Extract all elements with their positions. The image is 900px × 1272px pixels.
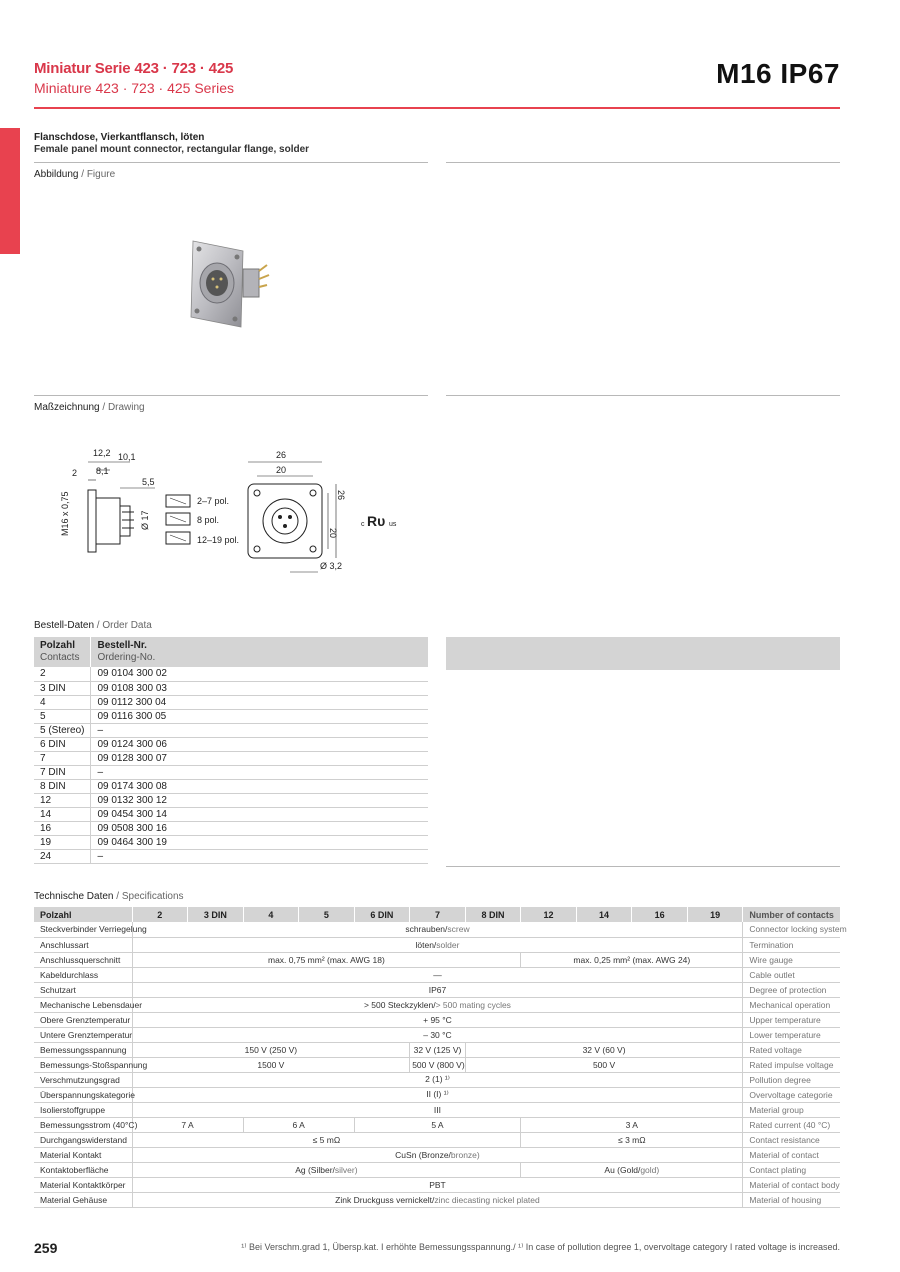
spec-value bbox=[132, 1012, 743, 1027]
spec-name-en: Mechanical operation bbox=[743, 997, 840, 1012]
divider bbox=[34, 395, 428, 396]
order-heading: Bestell-Daten / Order Data bbox=[34, 620, 152, 631]
spec-value-de: IP67 bbox=[428, 984, 447, 995]
spec-value-de: 1500 V bbox=[257, 1059, 285, 1070]
order-row bbox=[34, 765, 428, 779]
page-title: M16 IP67 bbox=[716, 58, 840, 89]
spec-name-en: Termination bbox=[743, 937, 840, 952]
spec-value-de: + 95 °C bbox=[423, 1014, 452, 1025]
divider bbox=[446, 162, 840, 163]
spec-value bbox=[521, 1162, 743, 1177]
spec-value-de: CuSn (Bronze/ bbox=[395, 1149, 451, 1160]
order-contacts: 6 DIN bbox=[34, 737, 91, 751]
order-number: 09 0116 300 05 bbox=[91, 709, 428, 723]
order-number: 09 0454 300 14 bbox=[91, 807, 428, 821]
spec-value bbox=[132, 952, 521, 967]
spec-name-de: Mechanische Lebensdauer bbox=[34, 997, 132, 1012]
spec-name-de: Überspannungskategorie bbox=[34, 1087, 132, 1102]
spec-head-column: 5 bbox=[299, 907, 355, 922]
spec-name-de: Bemessungsspannung bbox=[34, 1042, 132, 1057]
order-row bbox=[34, 793, 428, 807]
spec-value bbox=[132, 997, 743, 1012]
order-contacts: 5 bbox=[34, 709, 91, 723]
order-number: 09 0508 300 16 bbox=[91, 821, 428, 835]
spec-name-en: Pollution degree bbox=[743, 1072, 840, 1087]
spec-value-de: > 500 Steckzyklen/ bbox=[363, 999, 436, 1010]
spec-value-de: PBT bbox=[429, 1179, 446, 1190]
dim-label: 20 bbox=[328, 528, 338, 539]
spec-head-column: 16 bbox=[632, 907, 688, 922]
spec-row bbox=[34, 1012, 840, 1027]
spec-value-de: 500 V (800 V) bbox=[412, 1059, 465, 1070]
dim-label: 2 bbox=[72, 468, 78, 478]
spec-name-de: Material Gehäuse bbox=[34, 1192, 132, 1207]
divider bbox=[446, 866, 840, 867]
spec-value-de: ≤ 5 mΩ bbox=[312, 1134, 341, 1145]
spec-value-en: screw bbox=[447, 924, 470, 935]
spec-value bbox=[132, 1042, 410, 1057]
spec-row bbox=[34, 1147, 840, 1162]
spec-row bbox=[34, 997, 840, 1012]
spec-value bbox=[132, 1147, 743, 1162]
order-row bbox=[34, 667, 428, 681]
spec-name-de: Verschmutzungsgrad bbox=[34, 1072, 132, 1087]
spec-value-en: bronze) bbox=[450, 1149, 480, 1160]
spec-name-de: Kabeldurchlass bbox=[34, 967, 132, 982]
spec-row bbox=[34, 1192, 840, 1207]
dim-label: M16 x 0,75 bbox=[60, 491, 70, 536]
order-contacts: 14 bbox=[34, 807, 91, 821]
insert-label: 12–19 pol. bbox=[197, 535, 240, 545]
order-number: 09 0132 300 12 bbox=[91, 793, 428, 807]
spec-head-column: 8 DIN bbox=[465, 907, 521, 922]
spec-name-de: Untere Grenztemperatur bbox=[34, 1027, 132, 1042]
spec-value bbox=[132, 1072, 743, 1087]
order-contacts: 5 (Stereo) bbox=[34, 723, 91, 737]
accent-bar bbox=[0, 128, 20, 254]
spec-value bbox=[521, 1117, 743, 1132]
order-contacts: 7 DIN bbox=[34, 765, 91, 779]
spec-row bbox=[34, 967, 840, 982]
spec-row bbox=[34, 952, 840, 967]
order-number: 09 0108 300 03 bbox=[91, 681, 428, 695]
spec-value-de: löten/ bbox=[415, 939, 437, 950]
order-table bbox=[34, 637, 428, 864]
spec-name-en: Material of contact body bbox=[743, 1177, 840, 1192]
spec-name-en: Lower temperature bbox=[743, 1027, 840, 1042]
order-head-contacts: Polzahl Contacts bbox=[34, 637, 91, 667]
header-divider bbox=[34, 107, 840, 109]
order-row bbox=[34, 807, 428, 821]
spec-name-en: Material of contact bbox=[743, 1147, 840, 1162]
spec-row bbox=[34, 1117, 840, 1132]
order-contacts: 3 DIN bbox=[34, 681, 91, 695]
spec-value bbox=[521, 1132, 743, 1147]
spec-value-de: 32 V (125 V) bbox=[413, 1044, 462, 1055]
spec-name-de: Isolierstoffgruppe bbox=[34, 1102, 132, 1117]
spec-value bbox=[132, 922, 743, 937]
spec-name-en: Connector locking system bbox=[743, 922, 840, 937]
spec-name-de: Bemessungsstrom (40°C) bbox=[34, 1117, 132, 1132]
spec-value-de: 6 A bbox=[292, 1119, 305, 1130]
insert-label: 8 pol. bbox=[197, 515, 220, 525]
spec-value bbox=[132, 1117, 243, 1132]
spec-row bbox=[34, 1042, 840, 1057]
product-title-de: Flanschdose, Vierkantflansch, löten bbox=[34, 132, 205, 143]
spec-value-de: schrauben/ bbox=[405, 924, 448, 935]
spec-value bbox=[132, 1177, 743, 1192]
spec-row bbox=[34, 1162, 840, 1177]
order-contacts: 24 bbox=[34, 849, 91, 863]
divider bbox=[34, 162, 428, 163]
spec-value bbox=[410, 1057, 466, 1072]
order-number: 09 0174 300 08 bbox=[91, 779, 428, 793]
spec-value-de: 5 A bbox=[431, 1119, 444, 1130]
spec-value-de: II (I) ¹⁾ bbox=[426, 1089, 449, 1099]
spec-value bbox=[132, 937, 743, 952]
technical-drawing bbox=[50, 440, 420, 580]
spec-value bbox=[465, 1057, 743, 1072]
spec-value-de: 3 A bbox=[625, 1119, 638, 1130]
dim-label: 20 bbox=[276, 465, 287, 475]
order-row bbox=[34, 835, 428, 849]
spec-name-en: Contact resistance bbox=[743, 1132, 840, 1147]
spec-value-de: 32 V (60 V) bbox=[582, 1044, 626, 1055]
product-photo bbox=[185, 235, 275, 335]
spec-head-column: 19 bbox=[687, 907, 743, 922]
spec-value bbox=[243, 1117, 354, 1132]
spec-name-en: Contact plating bbox=[743, 1162, 840, 1177]
spec-name-en: Rated current (40 °C) bbox=[743, 1117, 840, 1132]
order-contacts: 16 bbox=[34, 821, 91, 835]
spec-value-de: max. 0,25 mm² (max. AWG 24) bbox=[573, 954, 691, 965]
order-contacts: 19 bbox=[34, 835, 91, 849]
spec-name-de: Material Kontaktkörper bbox=[34, 1177, 132, 1192]
spec-row bbox=[34, 1072, 840, 1087]
spec-name-de: Steckverbinder Verriegelung bbox=[34, 922, 132, 937]
order-row bbox=[34, 737, 428, 751]
order-contacts: 7 bbox=[34, 751, 91, 765]
order-row bbox=[34, 751, 428, 765]
spec-value bbox=[465, 1042, 743, 1057]
spec-value-de: max. 0,75 mm² (max. AWG 18) bbox=[267, 954, 385, 965]
spec-row bbox=[34, 922, 840, 937]
insert-label: 2–7 pol. bbox=[197, 496, 230, 506]
cert-c: c bbox=[361, 521, 365, 528]
spec-value-de: III bbox=[433, 1104, 442, 1115]
order-contacts: 4 bbox=[34, 695, 91, 709]
spec-name-en: Material of housing bbox=[743, 1192, 840, 1207]
spec-value bbox=[132, 1027, 743, 1042]
spec-value-de: — bbox=[433, 969, 442, 980]
order-contacts: 12 bbox=[34, 793, 91, 807]
drawing-heading: Maßzeichnung / Drawing bbox=[34, 402, 145, 413]
spec-head-column: 14 bbox=[576, 907, 632, 922]
spec-name-en: Upper temperature bbox=[743, 1012, 840, 1027]
spec-value-de: ≤ 3 mΩ bbox=[618, 1134, 646, 1145]
spec-head-number-of-contacts: Number of contacts bbox=[743, 907, 840, 922]
spec-value bbox=[132, 1192, 743, 1207]
order-row bbox=[34, 681, 428, 695]
spec-value bbox=[521, 952, 743, 967]
spec-value-en: solder bbox=[436, 939, 460, 950]
spec-name-de: Obere Grenztemperatur bbox=[34, 1012, 132, 1027]
spec-value-en: silver) bbox=[334, 1164, 358, 1175]
order-row bbox=[34, 695, 428, 709]
dim-label: 10,1 bbox=[118, 452, 136, 462]
spec-value bbox=[132, 1132, 521, 1147]
order-number: – bbox=[91, 849, 428, 863]
dim-label: 8,1 bbox=[96, 466, 109, 476]
order-number: 09 0124 300 06 bbox=[91, 737, 428, 751]
series-title-de: Miniatur Serie 423 · 723 · 425 bbox=[34, 60, 234, 77]
spec-name-en: Rated impulse voltage bbox=[743, 1057, 840, 1072]
spec-row bbox=[34, 937, 840, 952]
order-side-band bbox=[446, 637, 840, 670]
dim-label: 12,2 bbox=[93, 448, 111, 458]
spec-name-en: Wire gauge bbox=[743, 952, 840, 967]
spec-value bbox=[132, 982, 743, 997]
dim-label: 26 bbox=[336, 490, 346, 501]
spec-row bbox=[34, 1057, 840, 1072]
spec-value bbox=[132, 1102, 743, 1117]
spec-value-de: Zink Druckguss vernickelt/ bbox=[335, 1194, 435, 1205]
spec-name-de: Kontaktoberfläche bbox=[34, 1162, 132, 1177]
spec-name-en: Overvoltage categorie bbox=[743, 1087, 840, 1102]
spec-value-de: 500 V bbox=[592, 1059, 616, 1070]
spec-head-column: 4 bbox=[243, 907, 299, 922]
spec-heading: Technische Daten / Specifications bbox=[34, 891, 184, 902]
spec-name-de: Material Kontakt bbox=[34, 1147, 132, 1162]
spec-value bbox=[410, 1042, 466, 1057]
spec-name-en: Material group bbox=[743, 1102, 840, 1117]
order-row bbox=[34, 821, 428, 835]
ul-certification-icon: Rᴜ bbox=[367, 513, 386, 529]
order-head-number: Bestell-Nr. Ordering-No. bbox=[91, 637, 428, 667]
spec-row bbox=[34, 1177, 840, 1192]
spec-name-de: Anschlussart bbox=[34, 937, 132, 952]
order-number: 09 0104 300 02 bbox=[91, 667, 428, 681]
spec-row bbox=[34, 1102, 840, 1117]
spec-head-column: 3 DIN bbox=[188, 907, 244, 922]
spec-value bbox=[354, 1117, 521, 1132]
spec-head-column: 2 bbox=[132, 907, 188, 922]
spec-head-column: 6 DIN bbox=[354, 907, 410, 922]
spec-row bbox=[34, 1132, 840, 1147]
dim-label: 5,5 bbox=[142, 477, 155, 487]
spec-name-en: Degree of protection bbox=[743, 982, 840, 997]
page-number: 259 bbox=[34, 1240, 58, 1256]
spec-name-de: Bemessungs-Stoßspannung bbox=[34, 1057, 132, 1072]
cert-us: us bbox=[389, 521, 397, 528]
spec-head-column: 12 bbox=[521, 907, 577, 922]
spec-table bbox=[34, 907, 847, 1208]
spec-name-en: Cable outlet bbox=[743, 967, 840, 982]
product-title-en: Female panel mount connector, rectangular flange, solder bbox=[34, 144, 310, 155]
order-row bbox=[34, 723, 428, 737]
dim-label: 26 bbox=[276, 450, 287, 460]
spec-value-de: Ag (Silber/ bbox=[295, 1164, 335, 1175]
order-number: – bbox=[91, 765, 428, 779]
spec-value-en: zinc diecasting nickel plated bbox=[434, 1194, 540, 1205]
order-row bbox=[34, 709, 428, 723]
order-contacts: 8 DIN bbox=[34, 779, 91, 793]
order-number: 09 0112 300 04 bbox=[91, 695, 428, 709]
spec-head-contacts: Polzahl bbox=[34, 907, 132, 922]
spec-name-en: Rated voltage bbox=[743, 1042, 840, 1057]
order-row bbox=[34, 849, 428, 863]
spec-name-de: Durchgangswiderstand bbox=[34, 1132, 132, 1147]
spec-row bbox=[34, 982, 840, 997]
spec-value bbox=[132, 1087, 743, 1102]
series-title-en: Miniature 423 · 723 · 425 Series bbox=[34, 80, 234, 96]
figure-heading: Abbildung / Figure bbox=[34, 169, 116, 180]
spec-value-de: Au (Gold/ bbox=[604, 1164, 641, 1175]
order-row bbox=[34, 779, 428, 793]
order-number: 09 0128 300 07 bbox=[91, 751, 428, 765]
spec-name-de: Anschlussquerschnitt bbox=[34, 952, 132, 967]
order-contacts: 2 bbox=[34, 667, 91, 681]
dim-label: Ø 3,2 bbox=[320, 561, 343, 571]
spec-value bbox=[132, 1057, 410, 1072]
spec-value-de: 150 V (250 V) bbox=[244, 1044, 298, 1055]
spec-value bbox=[132, 967, 743, 982]
spec-row bbox=[34, 1087, 840, 1102]
divider bbox=[446, 395, 840, 396]
spec-value-de: 2 (1) ¹⁾ bbox=[425, 1074, 450, 1084]
spec-head-column: 7 bbox=[410, 907, 466, 922]
dim-label: Ø 17 bbox=[140, 510, 150, 530]
order-number: 09 0464 300 19 bbox=[91, 835, 428, 849]
spec-value-en: > 500 mating cycles bbox=[435, 999, 511, 1010]
spec-row bbox=[34, 1027, 840, 1042]
spec-value-de: – 30 °C bbox=[423, 1029, 452, 1040]
spec-value-de: 7 A bbox=[181, 1119, 194, 1130]
spec-name-de: Schutzart bbox=[34, 982, 132, 997]
spec-value bbox=[132, 1162, 521, 1177]
footnote: ¹⁾ Bei Verschm.grad 1, Übersp.kat. I erhöhte Bemessungsspannung./ ¹⁾ In case of pollution degree 1, overvoltage category I rated voltage is increased. bbox=[241, 1242, 840, 1252]
order-number: – bbox=[91, 723, 428, 737]
spec-value-en: gold) bbox=[640, 1164, 660, 1175]
